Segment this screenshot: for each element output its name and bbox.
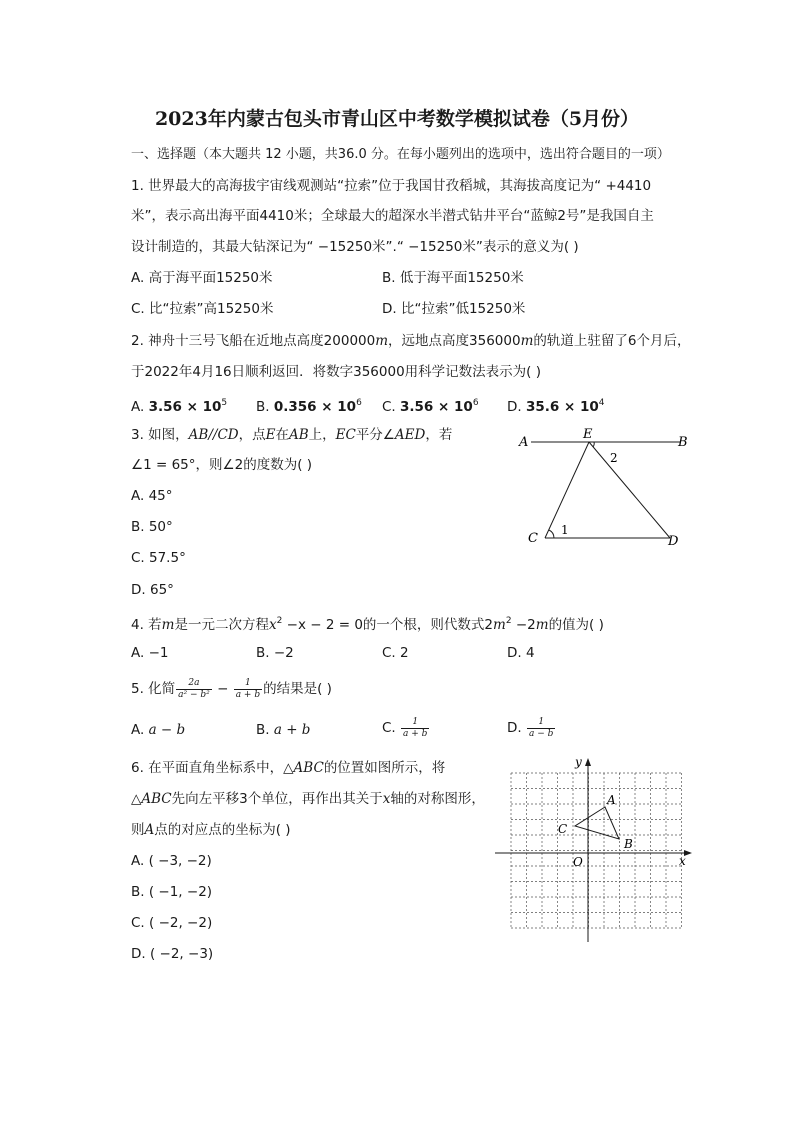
q4-line1: 4. 若m是一元二次方程$x^2 -x - 2 = 0$的一个根，则代数式$2m^2 -2m$的值为( ) <box>131 616 604 633</box>
q3-option-a: A. 45° <box>131 488 173 504</box>
label-y: y <box>575 755 582 769</box>
q5-option-a: A. a − b <box>131 722 186 738</box>
q1-option-c: C. 比“拉索”高15250米 <box>131 301 274 317</box>
q2-option-b: B. $0.356 \times 10^6$ <box>256 398 362 415</box>
q5-option-b: B. a + b <box>256 722 311 738</box>
q2-option-a: A. $3.56 \times 10^5$ <box>131 398 228 415</box>
angle-2-arc <box>593 442 594 447</box>
label-point-b: B <box>624 837 633 851</box>
q1-line2: 米”，表示高出海平面4410米；全球最大的超深水半潜式钻井平台“蓝鲸2号”是我国自主 <box>131 208 654 224</box>
q3-option-c: C. 57.5° <box>131 550 186 566</box>
label-angle-1: 1 <box>561 523 569 537</box>
q1-option-b: B. 低于海平面15250米 <box>382 270 524 286</box>
q5-option-d: D. $\frac{1}{a - b}$ <box>507 716 554 739</box>
q2-option-d: D. $35.6 \times 10^4$ <box>507 398 605 415</box>
q1-option-d: D. 比“拉索”低15250米 <box>382 301 526 317</box>
label-point-c: C <box>558 822 568 836</box>
q3-line1: 3. 如图，AB//CD，点E在AB上，EC平分∠AED，若 <box>131 427 453 443</box>
label-a: A <box>519 435 529 450</box>
q4-option-a: A. −1 <box>131 645 169 661</box>
label-b: B <box>678 435 688 450</box>
angle-1-arc <box>549 530 554 538</box>
q6-option-b: B. ( −1, −2) <box>131 884 213 900</box>
q4-option-c: C. 2 <box>382 645 409 661</box>
q5-option-c: C. $\frac{1}{a + b}$ <box>382 716 428 739</box>
label-angle-2: 2 <box>610 451 618 465</box>
q1-line3: 设计制造的，其最大钻深记为“ −15250米”.“ −15250米”表示的意义为( ) <box>131 239 579 255</box>
grid-lines <box>511 773 682 928</box>
q6-coordinate-figure <box>495 752 700 947</box>
q1-option-a: A. 高于海平面15250米 <box>131 270 273 286</box>
q5-fraction-2: $\frac{1}{a + b}$ <box>235 677 261 700</box>
label-x: x <box>679 854 686 868</box>
q5-line1: 5. 化简 $\frac{2a}{\text{a² − b²}}$ − $\frac{1}{a + b}$ 的结果是( ) <box>131 677 332 700</box>
section-heading: 一、选择题（本大题共 12 小题，共36.0 分。在每小题列出的选项中，选出符合题目的一项） <box>131 147 670 162</box>
q3-option-d: D. 65° <box>131 582 174 598</box>
y-axis-arrow <box>585 758 591 766</box>
label-c: C <box>528 531 538 546</box>
page-title: 2023年内蒙古包头市青山区中考数学模拟试卷（5月份） <box>154 108 640 130</box>
q2-line2: 于2022年4月16日顺利返回．将数字356000用科学记数法表示为( ) <box>131 364 541 380</box>
q6-option-a: A. ( −3, −2) <box>131 853 212 869</box>
q3-line2: ∠1 = 65°，则∠2的度数为( ) <box>131 457 313 473</box>
triangle-abc <box>575 807 619 839</box>
label-o: O <box>573 855 583 869</box>
q5-fraction-1: $\frac{2a}{\text{a² − b²}}$ <box>178 677 210 700</box>
q6-line2: △ABC先向左平移3个单位，再作出其关于x轴的对称图形， <box>131 791 485 807</box>
q3-option-b: B. 50° <box>131 519 173 535</box>
q1-line1: 1. 世界最大的高海拔宇宙线观测站“拉索”位于我国甘孜稻城，其海拔高度记为“ +4410 <box>131 178 652 194</box>
q6-option-c: C. ( −2, −2) <box>131 915 213 931</box>
q3-figure <box>510 425 710 555</box>
label-e: E <box>583 427 593 442</box>
segment-ed <box>589 442 670 538</box>
q2-line1: 2. 神舟十三号飞船在近地点高度200000m，远地点高度356000m的轨道上驻留了6个月后， <box>131 333 691 349</box>
q6-option-d: D. ( −2, −3) <box>131 946 214 962</box>
q4-option-d: D. 4 <box>507 645 535 661</box>
q2-option-c: C. $3.56 \times 10^6$ <box>382 398 479 415</box>
q4-option-b: B. −2 <box>256 645 294 661</box>
q6-line1: 6. 在平面直角坐标系中，△ABC的位置如图所示，将 <box>131 760 446 776</box>
label-d: D <box>668 534 679 549</box>
label-point-a: A <box>607 793 616 807</box>
q6-line3: 则A点的对应点的坐标为( ) <box>131 822 291 838</box>
